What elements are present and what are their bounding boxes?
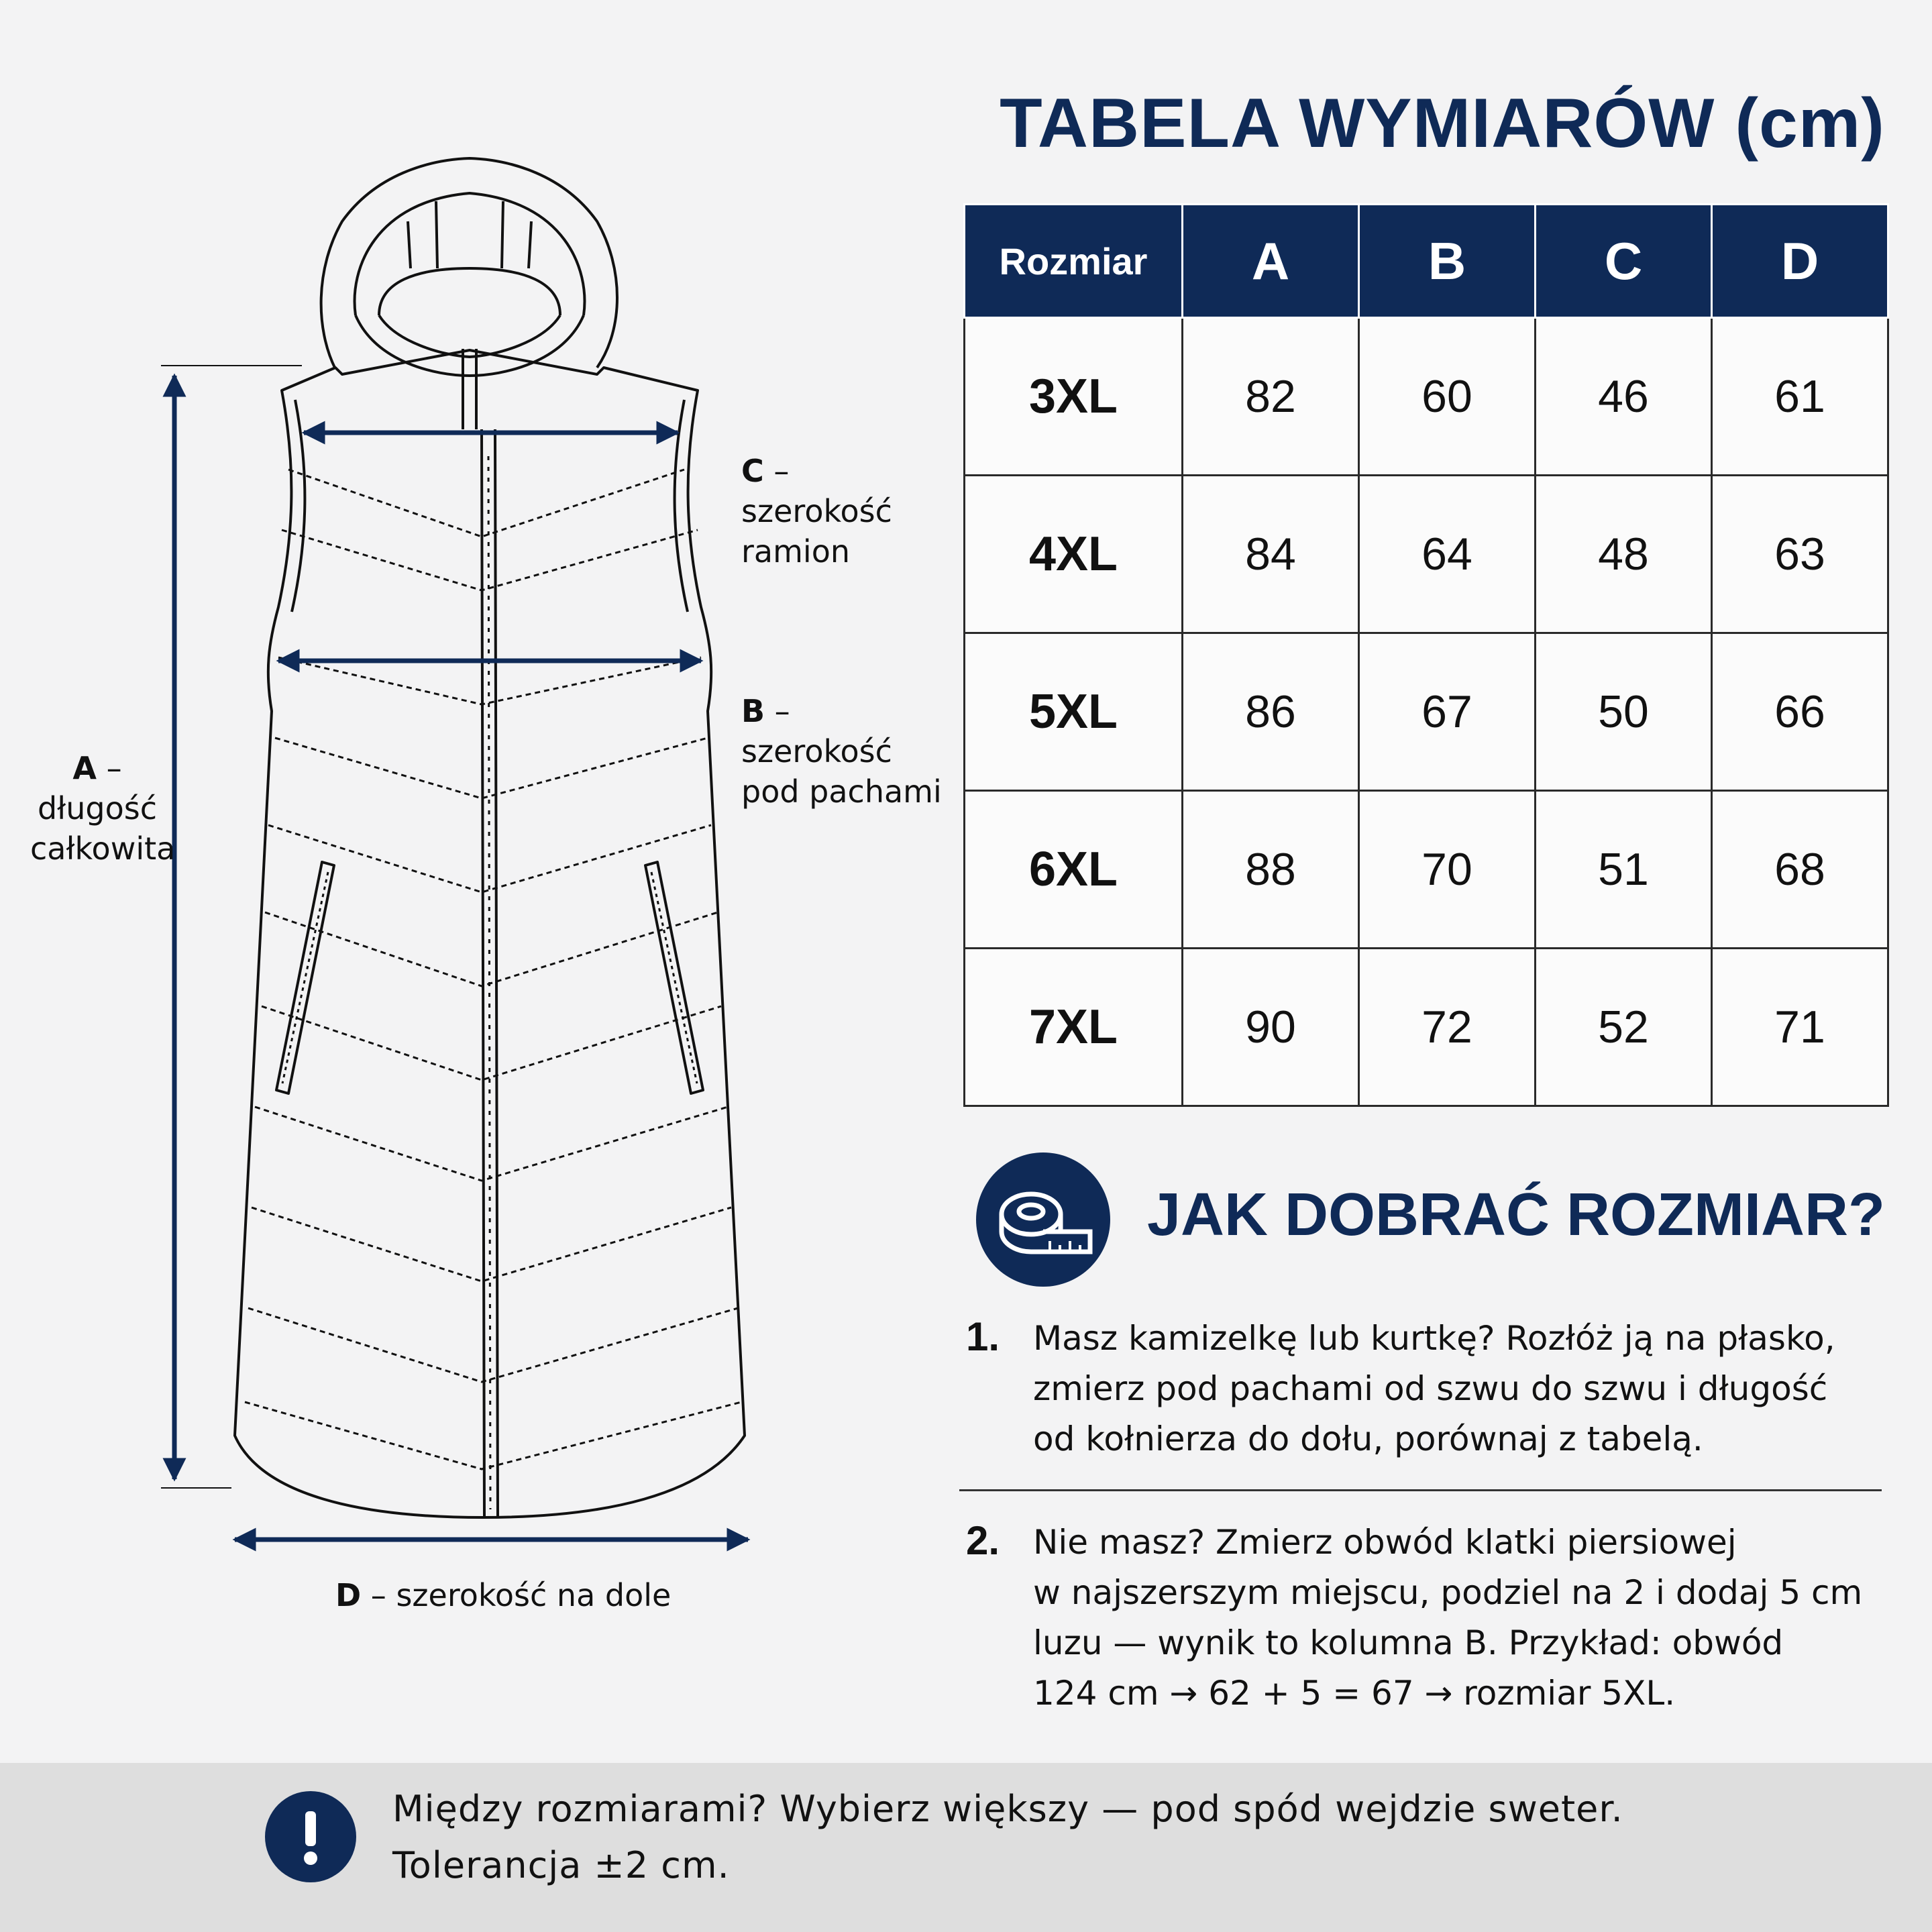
table-header-row xyxy=(965,205,1888,318)
header-a: A xyxy=(1183,205,1359,318)
cell-b: 64 xyxy=(1359,476,1536,633)
cell-b: 72 xyxy=(1359,949,1536,1106)
step-text: Nie masz? Zmierz obwód klatki piersiowej w najszerszym miejscu, podziel na 2 i dodaj 5 cm luzu — wynik to kolumna B. Przykład: obwód 124 cm → 62 + 5 = 67 → rozmiar 5XL. xyxy=(1033,1523,1863,1713)
vest-illustration xyxy=(0,0,926,1758)
cell-a: 88 xyxy=(1183,791,1359,949)
header-c: C xyxy=(1536,205,1712,318)
label-d: D – szerokość na dole xyxy=(335,1577,672,1613)
left-pocket xyxy=(276,862,334,1093)
cell-size: 3XL xyxy=(965,318,1183,476)
label-a-text: długość całkowita xyxy=(30,790,176,867)
right-pocket xyxy=(645,862,703,1093)
cell-c: 48 xyxy=(1536,476,1712,633)
cell-a: 84 xyxy=(1183,476,1359,633)
table-row xyxy=(965,633,1888,791)
cell-size: 7XL xyxy=(965,949,1183,1106)
cell-d: 61 xyxy=(1712,318,1888,476)
hood-outline xyxy=(321,158,617,369)
label-b-text: szerokość pod pachami xyxy=(741,733,942,810)
cell-b: 70 xyxy=(1359,791,1536,949)
table-row xyxy=(965,318,1888,476)
exclamation-icon xyxy=(265,1791,356,1882)
label-c-text: szerokość ramion xyxy=(741,493,892,570)
cell-c: 46 xyxy=(1536,318,1712,476)
divider xyxy=(959,1489,1882,1491)
howto-title: JAK DOBRAĆ ROZMIAR? xyxy=(1147,1181,1885,1248)
cell-d: 66 xyxy=(1712,633,1888,791)
size-table xyxy=(963,203,1889,1107)
table-row xyxy=(965,476,1888,633)
label-a: A – długość całkowita xyxy=(30,750,176,867)
footer-note: Między rozmiarami? Wybierz większy — pod spód wejdzie sweter. Tolerancja ±2 cm. xyxy=(392,1788,1623,1886)
cell-size: 4XL xyxy=(965,476,1183,633)
label-b: B – szerokość pod pachami xyxy=(741,693,942,810)
cell-size: 5XL xyxy=(965,633,1183,791)
table-row xyxy=(965,949,1888,1106)
cell-a: 90 xyxy=(1183,949,1359,1106)
measuring-tape-icon xyxy=(976,1152,1110,1287)
cell-a: 82 xyxy=(1183,318,1359,476)
vest-outline xyxy=(235,350,745,1517)
step-number: 1. xyxy=(966,1314,1000,1359)
cell-b: 67 xyxy=(1359,633,1536,791)
step-number: 2. xyxy=(966,1518,1000,1563)
label-c: C – szerokość ramion xyxy=(741,453,892,570)
cell-b: 60 xyxy=(1359,318,1536,476)
header-d: D xyxy=(1712,205,1888,318)
step-text: Masz kamizelkę lub kurtkę? Rozłóż ją na płasko, zmierz pod pachami od szwu do szwu i długość od kołnierza do dołu, porównaj z tabelą. xyxy=(1033,1319,1835,1458)
header-b: B xyxy=(1359,205,1536,318)
cell-d: 68 xyxy=(1712,791,1888,949)
cell-c: 50 xyxy=(1536,633,1712,791)
label-d-text: szerokość na dole xyxy=(396,1577,672,1613)
cell-size: 6XL xyxy=(965,791,1183,949)
page-title: TABELA WYMIARÓW (cm) xyxy=(1000,85,1885,162)
cell-c: 52 xyxy=(1536,949,1712,1106)
cell-a: 86 xyxy=(1183,633,1359,791)
cell-d: 71 xyxy=(1712,949,1888,1106)
header-size: Rozmiar xyxy=(965,205,1183,318)
cell-d: 63 xyxy=(1712,476,1888,633)
label-c-letter: C xyxy=(741,453,764,489)
label-d-letter: D xyxy=(335,1577,362,1613)
label-a-letter: A xyxy=(72,750,97,786)
table-row xyxy=(965,791,1888,949)
label-b-letter: B xyxy=(741,693,765,729)
cell-c: 51 xyxy=(1536,791,1712,949)
